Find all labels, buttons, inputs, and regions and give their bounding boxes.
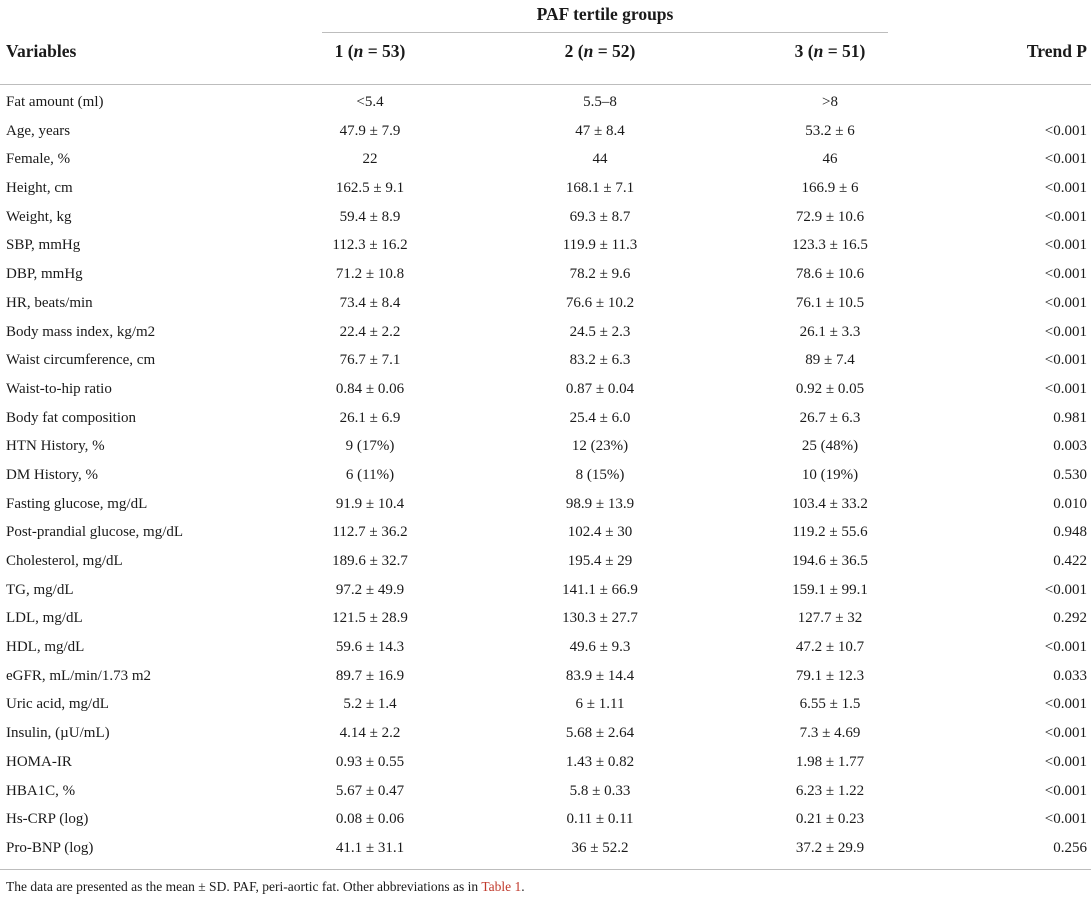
- tertile-1-cell: 26.1 ± 6.9: [339, 409, 401, 426]
- tertile-2-cell: 5.8 ± 0.33: [569, 782, 631, 799]
- tertile-1-cell: 4.14 ± 2.2: [339, 725, 401, 742]
- column-header-tertile-2: 2 (n = 52): [564, 41, 636, 61]
- tertile-1-cell: 59.6 ± 14.3: [335, 639, 405, 656]
- column-header-tertile-3: 3 (n = 51): [794, 41, 866, 61]
- trend-p-cell: 0.422: [1053, 553, 1087, 569]
- table-row: [0, 346, 1091, 375]
- trend-p-cell: <0.001: [1044, 352, 1087, 369]
- tertile-3-cell: 194.6 ± 36.5: [792, 553, 868, 569]
- tertile-2-cell: 130.3 ± 27.7: [562, 610, 638, 627]
- table-body: [0, 88, 1091, 863]
- tertile-2-cell: 0.11 ± 0.11: [566, 811, 634, 828]
- table-row: [0, 318, 1091, 347]
- tertile-1-cell: 71.2 ± 10.8: [335, 266, 405, 283]
- variable-cell: Female, %: [6, 151, 71, 168]
- trend-p-cell: <0.001: [1044, 323, 1087, 340]
- tertile-1-cell: 112.3 ± 16.2: [332, 237, 408, 254]
- table-row: [0, 604, 1091, 633]
- table-row: [0, 547, 1091, 576]
- tertile-2-cell: 168.1 ± 7.1: [565, 180, 635, 197]
- tertile-3-cell: 46: [822, 151, 838, 168]
- tertile-1-cell: 162.5 ± 9.1: [335, 180, 405, 197]
- tertile-2-cell: 5.5–8: [583, 94, 617, 110]
- table-row: [0, 375, 1091, 404]
- tertile-2-cell: 36 ± 52.2: [571, 839, 629, 856]
- table-row: [0, 633, 1091, 662]
- trend-p-cell: 0.981: [1053, 409, 1087, 426]
- trend-p-cell: 0.033: [1053, 667, 1087, 684]
- tertile-1-cell: 121.5 ± 28.9: [332, 610, 408, 627]
- trend-p-cell: 0.003: [1053, 438, 1087, 455]
- table-row: [0, 777, 1091, 806]
- tertile-3-cell: 7.3 ± 4.69: [799, 725, 861, 742]
- table-row: [0, 260, 1091, 289]
- tertile-2-cell: 78.2 ± 9.6: [569, 266, 631, 283]
- tertile-3-cell: 1.98 ± 1.77: [795, 753, 865, 770]
- tertile-2-cell: 25.4 ± 6.0: [569, 409, 631, 426]
- trend-p-cell: 0.530: [1053, 466, 1087, 483]
- trend-p-cell: <0.001: [1044, 811, 1087, 828]
- tertile-2-cell: 8 (15%): [575, 466, 625, 483]
- tertile-2-cell: 141.1 ± 66.9: [562, 581, 638, 598]
- tertile-3-cell: 76.1 ± 10.5: [795, 294, 865, 311]
- table-row: [0, 174, 1091, 203]
- table-row: [0, 404, 1091, 433]
- variable-cell: Cholesterol, mg/dL: [6, 553, 123, 569]
- tertile-1-cell: 0.84 ± 0.06: [335, 380, 405, 397]
- variable-cell: eGFR, mL/min/1.73 m2: [6, 667, 152, 684]
- trend-p-cell: 0.256: [1053, 839, 1087, 856]
- variable-cell: Body fat composition: [6, 409, 136, 426]
- variable-cell: Age, years: [6, 122, 71, 139]
- tertile-1-cell: 97.2 ± 49.9: [335, 581, 405, 598]
- column-header-tertile-1: 1 (n = 53): [334, 41, 406, 61]
- table-footnote: [6, 878, 525, 896]
- tertile-3-cell: 10 (19%): [801, 466, 859, 483]
- table-1-link[interactable]: Table 1: [481, 879, 522, 894]
- variable-cell: Waist circumference, cm: [6, 352, 156, 369]
- table-row: [0, 490, 1091, 519]
- tertile-1-cell: 112.7 ± 36.2: [332, 524, 408, 541]
- variable-cell: Uric acid, mg/dL: [6, 696, 109, 713]
- tertile-1-cell: 9 (17%): [345, 438, 395, 455]
- table-row: [0, 461, 1091, 490]
- trend-p-cell: <0.001: [1044, 294, 1087, 311]
- trend-p-cell: <0.001: [1044, 208, 1087, 225]
- tertile-3-cell: 26.1 ± 3.3: [799, 323, 861, 340]
- trend-p-cell: <0.001: [1044, 696, 1087, 713]
- bottom-rule: [0, 869, 1091, 870]
- tertile-3-cell: 53.2 ± 6: [805, 122, 855, 139]
- tertile-1-cell: 47.9 ± 7.9: [339, 122, 401, 139]
- variable-cell: SBP, mmHg: [6, 237, 81, 254]
- trend-p-cell: <0.001: [1044, 151, 1087, 168]
- tertile-3-cell: 0.92 ± 0.05: [795, 380, 865, 397]
- tertile-2-cell: 119.9 ± 11.3: [562, 237, 638, 254]
- tertile-3-cell: 166.9 ± 6: [801, 180, 859, 197]
- tertile-2-cell: 44: [592, 151, 608, 168]
- tertile-3-cell: >8: [822, 94, 838, 110]
- tertile-1-cell: 41.1 ± 31.1: [335, 839, 405, 856]
- tertile-3-cell: 6.23 ± 1.22: [795, 782, 865, 799]
- trend-p-cell: <0.001: [1044, 753, 1087, 770]
- table-row: [0, 88, 1091, 117]
- column-header-row: [0, 34, 1091, 68]
- tertile-2-cell: 195.4 ± 29: [567, 553, 633, 569]
- tertile-3-cell: 78.6 ± 10.6: [795, 266, 865, 283]
- variable-cell: DBP, mmHg: [6, 266, 83, 283]
- table-row: [0, 432, 1091, 461]
- variable-cell: Height, cm: [6, 180, 73, 197]
- variable-cell: HBA1C, %: [6, 782, 76, 799]
- table-row: [0, 719, 1091, 748]
- variable-cell: TG, mg/dL: [6, 581, 74, 598]
- tertile-2-cell: 6 ± 1.11: [575, 696, 625, 713]
- tertile-2-cell: 69.3 ± 8.7: [569, 208, 631, 225]
- column-header-trend-p: Trend P: [1026, 41, 1087, 61]
- tertile-3-cell: 47.2 ± 10.7: [795, 639, 865, 656]
- variable-cell: Hs-CRP (log): [6, 811, 89, 828]
- trend-p-cell: <0.001: [1044, 122, 1087, 139]
- table-row: [0, 289, 1091, 318]
- table-row: [0, 117, 1091, 146]
- variable-cell: Post-prandial glucose, mg/dL: [6, 524, 184, 541]
- tertile-3-cell: 25 (48%): [801, 438, 859, 455]
- tertile-3-cell: 119.2 ± 55.6: [792, 524, 868, 541]
- variable-cell: Fat amount (ml): [6, 94, 104, 110]
- table-row: [0, 662, 1091, 691]
- group-header-rule: [322, 32, 888, 33]
- variable-cell: HOMA-IR: [6, 753, 72, 770]
- tertile-3-cell: 26.7 ± 6.3: [799, 409, 861, 426]
- tertile-1-cell: 189.6 ± 32.7: [332, 553, 408, 569]
- header-rule: [0, 84, 1091, 85]
- trend-p-cell: <0.001: [1044, 380, 1087, 397]
- table-row: [0, 576, 1091, 605]
- tertile-3-cell: 37.2 ± 29.9: [795, 839, 865, 856]
- tertile-3-cell: 6.55 ± 1.5: [799, 696, 861, 713]
- tertile-3-cell: 123.3 ± 16.5: [792, 237, 868, 254]
- tertile-2-cell: 76.6 ± 10.2: [565, 294, 635, 311]
- trend-p-cell: 0.948: [1053, 524, 1087, 541]
- column-header-variables: Variables: [6, 41, 77, 61]
- trend-p-cell: <0.001: [1044, 782, 1087, 799]
- table-row: [0, 145, 1091, 174]
- tertile-2-cell: 24.5 ± 2.3: [569, 323, 631, 340]
- variable-cell: Insulin, (µU/mL): [6, 725, 110, 742]
- variable-cell: LDL, mg/dL: [6, 610, 83, 627]
- variable-cell: HTN History, %: [6, 438, 105, 455]
- tertile-1-cell: 22.4 ± 2.2: [339, 323, 401, 340]
- tertile-1-cell: 5.67 ± 0.47: [335, 782, 405, 799]
- trend-p-cell: <0.001: [1044, 639, 1087, 656]
- tertile-1-cell: 22: [362, 151, 378, 168]
- tertile-2-cell: 0.87 ± 0.04: [565, 380, 635, 397]
- table-row: [0, 805, 1091, 834]
- variable-cell: HR, beats/min: [6, 294, 93, 311]
- tertile-1-cell: 91.9 ± 10.4: [335, 495, 405, 512]
- variable-cell: Weight, kg: [6, 208, 72, 225]
- tertile-2-cell: 83.9 ± 14.4: [565, 667, 635, 684]
- tertile-2-cell: 47 ± 8.4: [575, 122, 625, 139]
- trend-p-cell: <0.001: [1044, 725, 1087, 742]
- tertile-1-cell: 76.7 ± 7.1: [339, 352, 401, 369]
- tertile-3-cell: 89 ± 7.4: [805, 352, 855, 369]
- tertile-2-cell: 83.2 ± 6.3: [569, 352, 631, 369]
- tertile-2-cell: 5.68 ± 2.64: [565, 725, 635, 742]
- tertile-2-cell: 102.4 ± 30: [567, 524, 633, 541]
- tertile-3-cell: 127.7 ± 32: [797, 610, 863, 627]
- trend-p-cell: 0.010: [1053, 495, 1087, 512]
- variable-cell: HDL, mg/dL: [6, 639, 85, 656]
- group-header: PAF tertile groups: [536, 4, 674, 24]
- tertile-1-cell: 0.08 ± 0.06: [335, 811, 405, 828]
- variable-cell: DM History, %: [6, 466, 98, 483]
- footnote-text: The data are presented as the mean ± SD. PAF, peri-aortic fat. Other abbreviations as in: [6, 879, 482, 894]
- tertile-1-cell: 89.7 ± 16.9: [335, 667, 405, 684]
- trend-p-cell: 0.292: [1053, 610, 1087, 627]
- tertile-3-cell: 79.1 ± 12.3: [795, 667, 865, 684]
- variable-cell: Body mass index, kg/m2: [6, 323, 156, 340]
- table-row: [0, 518, 1091, 547]
- tertile-3-cell: 103.4 ± 33.2: [792, 495, 868, 512]
- tertile-1-cell: 6 (11%): [345, 466, 395, 483]
- table-row: [0, 231, 1091, 260]
- variable-cell: Pro-BNP (log): [6, 839, 94, 856]
- trend-p-cell: <0.001: [1044, 581, 1087, 598]
- tertile-1-cell: 5.2 ± 1.4: [343, 696, 397, 713]
- variable-cell: Fasting glucose, mg/dL: [6, 495, 148, 512]
- tertile-2-cell: 49.6 ± 9.3: [569, 639, 631, 656]
- table-row: [0, 690, 1091, 719]
- tertile-3-cell: 0.21 ± 0.23: [795, 811, 865, 828]
- footnote-end: .: [521, 879, 525, 894]
- trend-p-cell: <0.001: [1044, 237, 1087, 254]
- tertile-2-cell: 1.43 ± 0.82: [565, 753, 635, 770]
- tertile-1-cell: 73.4 ± 8.4: [339, 294, 401, 311]
- table-row: [0, 748, 1091, 777]
- tertile-3-cell: 159.1 ± 99.1: [792, 581, 868, 598]
- variable-cell: Waist-to-hip ratio: [6, 380, 112, 397]
- trend-p-cell: <0.001: [1044, 266, 1087, 283]
- tertile-1-cell: 59.4 ± 8.9: [339, 208, 401, 225]
- table-row: [0, 834, 1091, 863]
- trend-p-cell: <0.001: [1044, 180, 1087, 197]
- tertile-3-cell: 72.9 ± 10.6: [795, 208, 865, 225]
- tertile-1-cell: 0.93 ± 0.55: [335, 753, 405, 770]
- table-row: [0, 203, 1091, 232]
- tertile-2-cell: 98.9 ± 13.9: [565, 495, 635, 512]
- tertile-2-cell: 12 (23%): [571, 438, 629, 455]
- tertile-1-cell: <5.4: [356, 94, 384, 110]
